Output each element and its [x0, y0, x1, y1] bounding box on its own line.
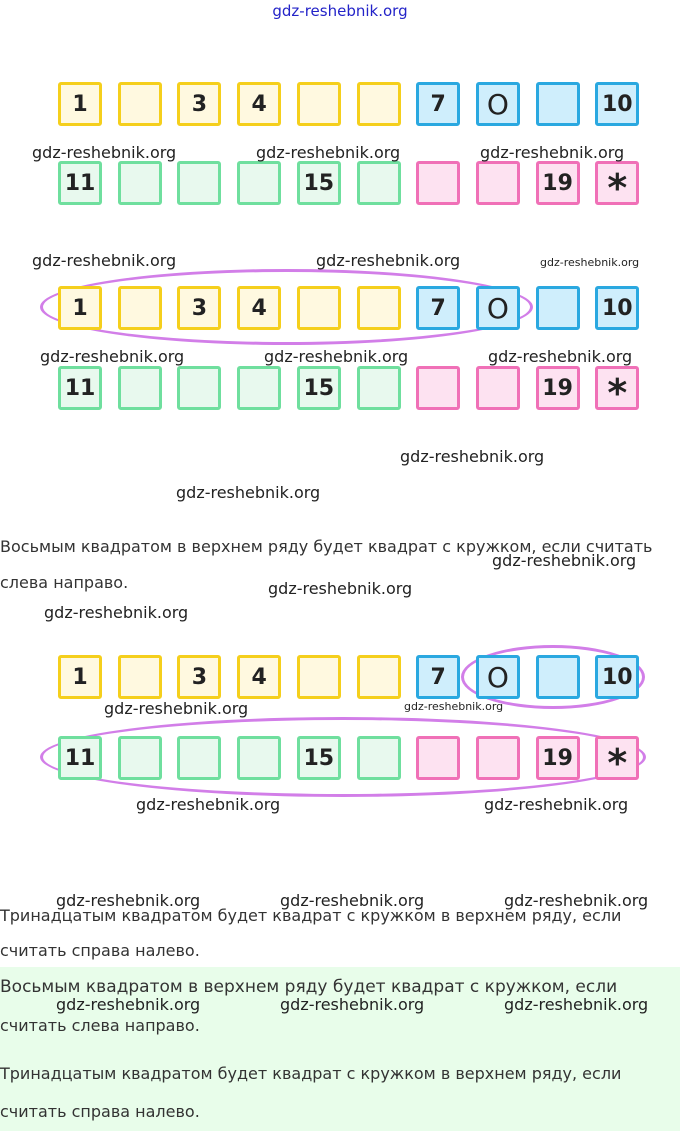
answer-p1-line2: считать слева направо.: [0, 1016, 200, 1035]
number-square: [237, 736, 281, 780]
number-square: [237, 286, 281, 330]
number-square: [118, 736, 162, 780]
watermark: gdz-reshebnik.org: [32, 143, 177, 162]
paragraph2-line1: Тринадцатым квадратом будет квадрат с кружком в верхнем ряду, если: [0, 906, 622, 925]
watermark: gdz-reshebnik.org: [136, 795, 281, 814]
number-square: [595, 161, 639, 210]
watermark: gdz-reshebnik.org: [32, 251, 177, 270]
answer-p2-line1: Тринадцатым квадратом будет квадрат с кружком в верхнем ряду, если: [0, 1064, 622, 1083]
number-square: [58, 655, 102, 699]
number-square: [118, 82, 162, 126]
number-square: [357, 82, 401, 126]
number-square: [536, 286, 580, 330]
square-label: 11: [64, 745, 96, 771]
watermark: gdz-reshebnik.org: [540, 256, 640, 269]
paragraph1-line2: слева направо.: [0, 573, 129, 592]
watermark: gdz-reshebnik.org: [268, 579, 413, 598]
square-label: 7: [430, 664, 446, 690]
number-square: [58, 161, 102, 205]
watermark: gdz-reshebnik.org: [256, 143, 401, 162]
watermark: gdz-reshebnik.org: [176, 483, 321, 502]
square-label: 7: [430, 295, 446, 321]
number-square: [416, 82, 460, 126]
square-label: 4: [251, 664, 267, 690]
number-square: [595, 286, 639, 330]
square-label: 19: [542, 170, 573, 196]
square-label: 1: [72, 295, 88, 321]
watermark: gdz-reshebnik.org: [504, 891, 649, 910]
square-label: 4: [251, 91, 267, 117]
number-square: [416, 366, 460, 410]
number-square: [476, 366, 520, 410]
number-square: [416, 286, 460, 330]
number-square: [476, 736, 520, 780]
square-label: O: [486, 291, 509, 325]
paragraph1-line1: Восьмым квадратом в верхнем ряду будет квадрат с кружком, если считать: [0, 537, 653, 556]
watermark: gdz-reshebnik.org: [316, 251, 461, 270]
watermark: gdz-reshebnik.org: [40, 347, 185, 366]
watermark: gdz-reshebnik.org: [480, 143, 625, 162]
number-square: [357, 286, 401, 330]
number-square: [297, 286, 341, 330]
watermark: gdz-reshebnik.org: [264, 347, 409, 366]
number-square: [536, 82, 580, 126]
square-label: 4: [251, 295, 267, 321]
watermark: gdz-reshebnik.org: [400, 447, 545, 466]
square-label: 10: [601, 664, 633, 690]
square-label: O: [486, 87, 509, 121]
number-square: [536, 161, 580, 205]
number-square: [595, 655, 639, 699]
number-square: [177, 366, 221, 410]
number-square: [536, 655, 580, 699]
square-label: 15: [303, 745, 335, 771]
watermark: gdz-reshebnik.org: [488, 347, 633, 366]
number-square: [536, 736, 580, 780]
number-square: [177, 82, 221, 126]
number-square: [476, 655, 520, 699]
number-square: [58, 366, 102, 410]
number-square: [476, 286, 520, 330]
square-label: 19: [542, 375, 573, 401]
number-square: [476, 82, 520, 126]
number-square: [297, 736, 341, 780]
watermark: gdz-reshebnik.org: [104, 699, 249, 718]
number-square: [416, 655, 460, 699]
paragraph2-line2: считать справа налево.: [0, 941, 200, 960]
square-label: 10: [601, 91, 633, 117]
number-square: [297, 366, 341, 410]
number-square: [595, 736, 639, 785]
number-square: [118, 161, 162, 205]
number-square: [536, 366, 580, 410]
square-label: 15: [303, 375, 335, 401]
square-label: *: [607, 371, 628, 415]
number-square: [118, 655, 162, 699]
number-square: [177, 736, 221, 780]
watermark: gdz-reshebnik.org: [44, 603, 189, 622]
number-square: [357, 161, 401, 205]
number-square: [595, 82, 639, 126]
number-square: [476, 161, 520, 205]
number-square: [237, 655, 281, 699]
number-square: [595, 366, 639, 415]
watermark: gdz-reshebnik.org: [56, 891, 201, 910]
answer-p2-line2: считать справа налево.: [0, 1102, 200, 1121]
site-header[interactable]: gdz-reshebnik.org: [272, 2, 408, 20]
watermark: gdz-reshebnik.org: [404, 700, 504, 713]
number-square: [118, 366, 162, 410]
watermark: gdz-reshebnik.org: [56, 995, 201, 1014]
number-square: [58, 736, 102, 780]
square-label: 10: [601, 295, 633, 321]
number-square: [416, 736, 460, 780]
watermark: gdz-reshebnik.org: [504, 995, 649, 1014]
square-label: O: [486, 660, 509, 694]
number-square: [58, 82, 102, 126]
number-square: [237, 82, 281, 126]
number-square: [357, 366, 401, 410]
number-square: [118, 286, 162, 330]
number-square: [177, 161, 221, 205]
square-label: 3: [191, 91, 208, 117]
square-label: 15: [303, 170, 335, 196]
number-square: [297, 655, 341, 699]
square-label: 19: [542, 745, 573, 771]
number-square: [237, 161, 281, 205]
watermark: gdz-reshebnik.org: [484, 795, 629, 814]
square-label: 7: [430, 91, 446, 117]
watermark: gdz-reshebnik.org: [280, 891, 425, 910]
square-label: 3: [191, 295, 208, 321]
square-label: 3: [191, 664, 208, 690]
watermark: gdz-reshebnik.org: [492, 551, 637, 570]
square-label: 11: [64, 170, 96, 196]
square-label: 1: [72, 664, 88, 690]
number-square: [357, 655, 401, 699]
number-square: [416, 161, 460, 205]
number-square: [177, 655, 221, 699]
square-label: 1: [72, 91, 88, 117]
square-label: *: [607, 741, 628, 785]
number-square: [297, 82, 341, 126]
number-square: [357, 736, 401, 780]
number-square: [297, 161, 341, 205]
answer-p1-line1: Восьмым квадратом в верхнем ряду будет квадрат с кружком, если: [0, 977, 618, 997]
square-label: 11: [64, 375, 96, 401]
number-square: [237, 366, 281, 410]
watermark: gdz-reshebnik.org: [280, 995, 425, 1014]
number-square: [58, 286, 102, 330]
square-label: *: [607, 166, 628, 210]
number-square: [177, 286, 221, 330]
